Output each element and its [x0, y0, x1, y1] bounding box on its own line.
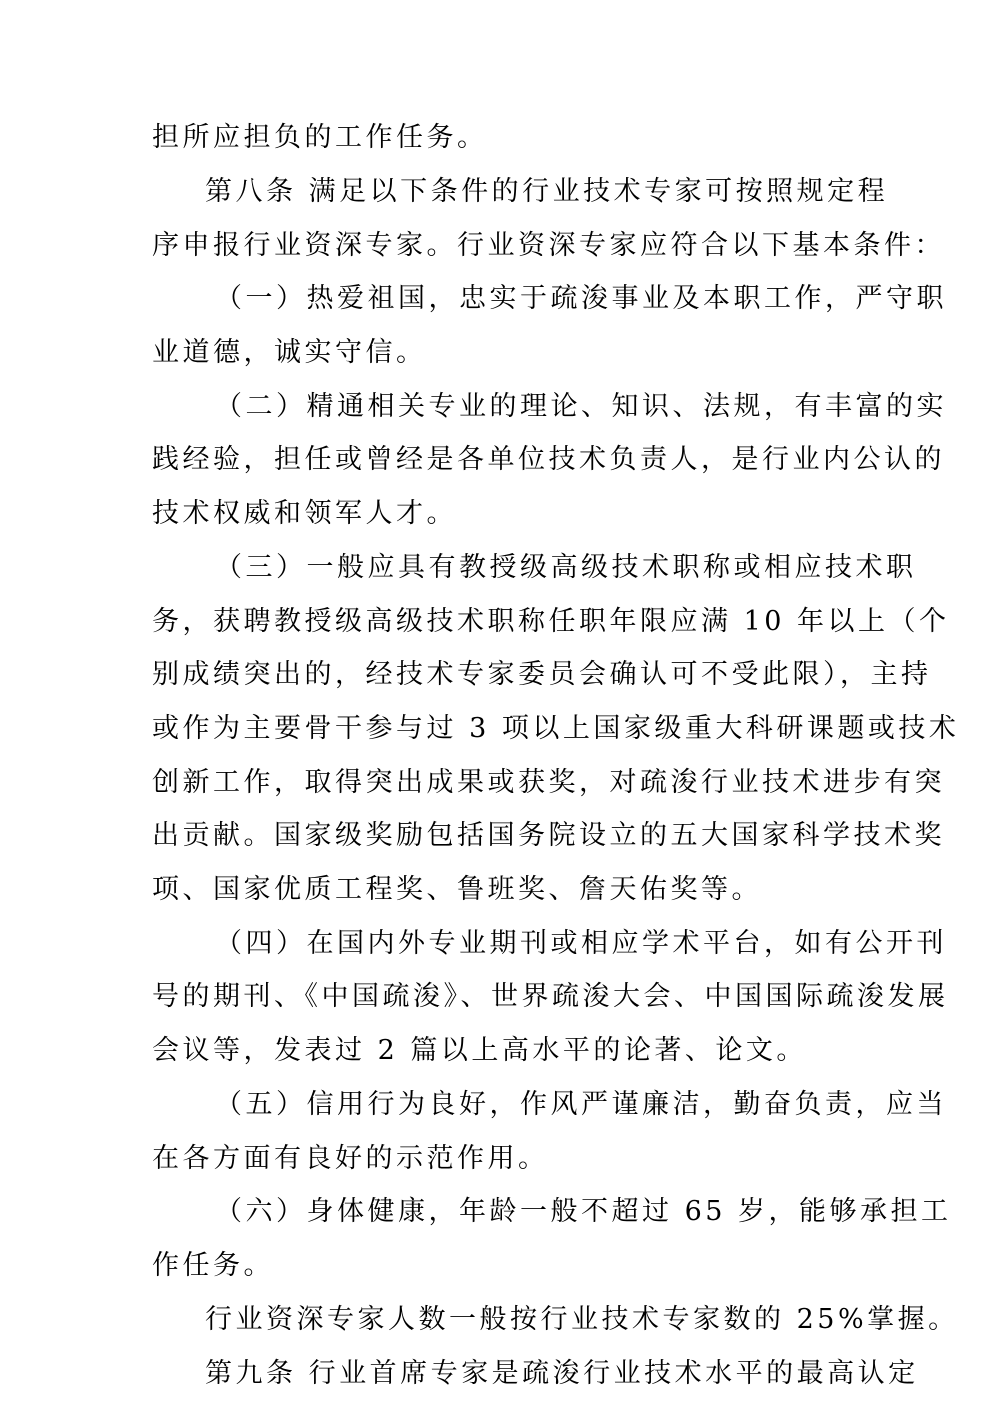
clause-3-line-6: 出贡献。国家级奖励包括国务院设立的五大国家科学技术奖 — [152, 820, 945, 851]
text-line-1: 担所应担负的工作任务。 — [152, 122, 488, 153]
article-8-heading-line: 第八条 满足以下条件的行业技术专家可按照规定程 — [205, 176, 889, 207]
clause-6-line-2: 作任务。 — [152, 1250, 274, 1281]
clause-1-line-1: （一）热爱祖国，忠实于疏浚事业及本职工作，严守职 — [215, 283, 947, 314]
clause-1-line-2: 业道德，诚实守信。 — [152, 337, 427, 368]
clause-3-line-3: 别成绩突出的，经技术专家委员会确认可不受此限），主持 — [152, 659, 932, 690]
clause-4-line-1: （四）在国内外专业期刊或相应学术平台，如有公开刊 — [215, 928, 947, 959]
clause-6-line-1: （六）身体健康，年龄一般不超过 65 岁，能够承担工 — [215, 1196, 952, 1227]
clause-4-line-3: 会议等，发表过 2 篇以上高水平的论著、论文。 — [152, 1035, 807, 1066]
clause-2-line-1: （二）精通相关专业的理论、知识、法规，有丰富的实 — [215, 391, 947, 422]
text-line-3: 序申报行业资深专家。行业资深专家应符合以下基本条件： — [152, 230, 945, 261]
quota-line: 行业资深专家人数一般按行业技术专家数的 25%掌握。 — [205, 1304, 959, 1335]
clause-3-line-2: 务，获聘教授级高级技术职称任职年限应满 10 年以上（个 — [152, 606, 950, 637]
clause-4-line-2: 号的期刊、《中国疏浚》、世界疏浚大会、中国国际疏浚发展 — [152, 981, 949, 1012]
clause-2-line-3: 技术权威和领军人才。 — [152, 498, 457, 529]
clause-3-line-4: 或作为主要骨干参与过 3 项以上国家级重大科研课题或技术 — [152, 713, 960, 744]
clause-5-line-1: （五）信用行为良好，作风严谨廉洁，勤奋负责，应当 — [215, 1089, 947, 1120]
clause-3-line-5: 创新工作，取得突出成果或获奖，对疏浚行业技术进步有突 — [152, 767, 945, 798]
clause-5-line-2: 在各方面有良好的示范作用。 — [152, 1143, 549, 1174]
clause-3-line-7: 项、国家优质工程奖、鲁班奖、詹天佑奖等。 — [152, 874, 762, 905]
clause-2-line-2: 践经验，担任或曾经是各单位技术负责人，是行业内公认的 — [152, 444, 945, 475]
article-9-heading-line: 第九条 行业首席专家是疏浚行业技术水平的最高认定 — [205, 1358, 919, 1389]
clause-3-line-1: （三）一般应具有教授级高级技术职称或相应技术职 — [215, 552, 917, 583]
